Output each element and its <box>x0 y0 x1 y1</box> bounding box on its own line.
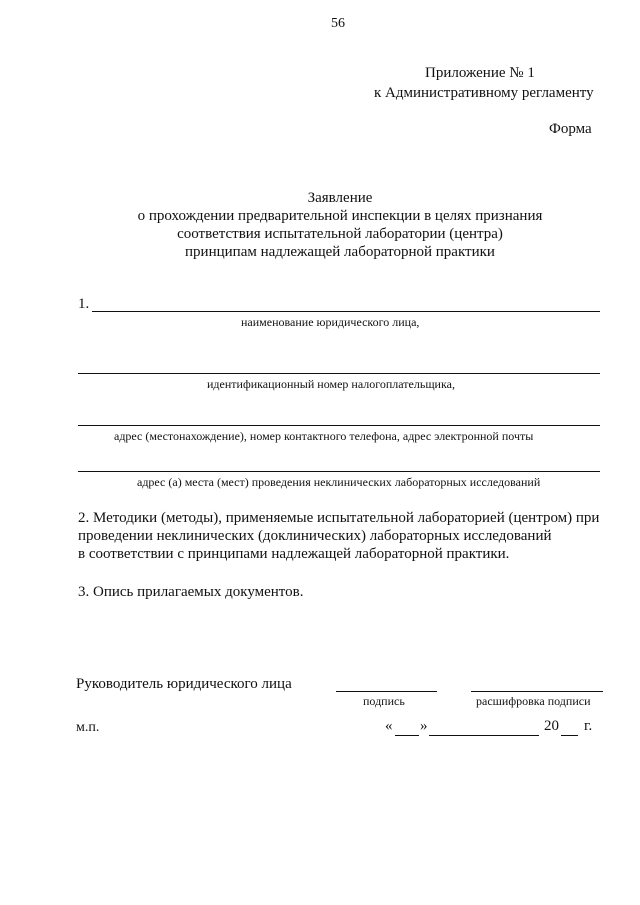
legal-entity-name-field[interactable] <box>92 311 600 312</box>
signature-field[interactable] <box>336 691 437 692</box>
document-title: Заявление <box>307 190 373 206</box>
page-number: 56 <box>331 16 345 31</box>
reglament-label: к Административному регламенту <box>374 85 594 101</box>
section-2-line-1: 2. Методики (методы), применяемые испытательной лабораторией (центром) при <box>78 510 600 526</box>
date-year-field[interactable] <box>561 735 578 736</box>
date-month-field[interactable] <box>429 735 539 736</box>
title-line-1: о прохождении предварительной инспекции в целях признания <box>137 208 543 224</box>
signature-decode-field[interactable] <box>471 691 603 692</box>
taxpayer-id-caption: идентификационный номер налогоплательщика, <box>207 377 455 391</box>
section-2-line-2: проведении неклинических (доклинических) лабораторных исследований <box>78 528 552 544</box>
head-of-entity-label: Руководитель юридического лица <box>76 676 292 692</box>
date-day-field[interactable] <box>395 735 419 736</box>
legal-entity-name-caption: наименование юридического лица, <box>241 315 420 329</box>
date-open-quote: « <box>385 718 393 734</box>
stamp-place-label: м.п. <box>76 720 100 735</box>
date-year-suffix: г. <box>584 718 593 734</box>
date-year-prefix: 20 <box>544 718 559 734</box>
section-2-line-3: в соответствии с принципами надлежащей лабораторной практики. <box>78 546 510 562</box>
research-address-caption: адрес (а) места (мест) проведения неклинических лабораторных исследований <box>137 475 541 489</box>
taxpayer-id-field[interactable] <box>78 373 600 374</box>
date-close-quote: » <box>420 718 428 734</box>
research-address-field[interactable] <box>78 471 600 472</box>
title-line-3: принципам надлежащей лабораторной практики <box>185 244 495 260</box>
title-line-2: соответствия испытательной лаборатории (центра) <box>177 226 503 242</box>
section-3-text: 3. Опись прилагаемых документов. <box>78 584 304 600</box>
appendix-label: Приложение № 1 <box>425 65 535 81</box>
address-contact-field[interactable] <box>78 425 600 426</box>
form-label: Форма <box>549 121 592 137</box>
address-contact-caption: адрес (местонахождение), номер контактного телефона, адрес электронной почты <box>114 429 534 443</box>
section-1-number: 1. <box>78 296 90 312</box>
signature-caption: подпись <box>363 694 405 708</box>
signature-decode-caption: расшифровка подписи <box>476 694 591 708</box>
